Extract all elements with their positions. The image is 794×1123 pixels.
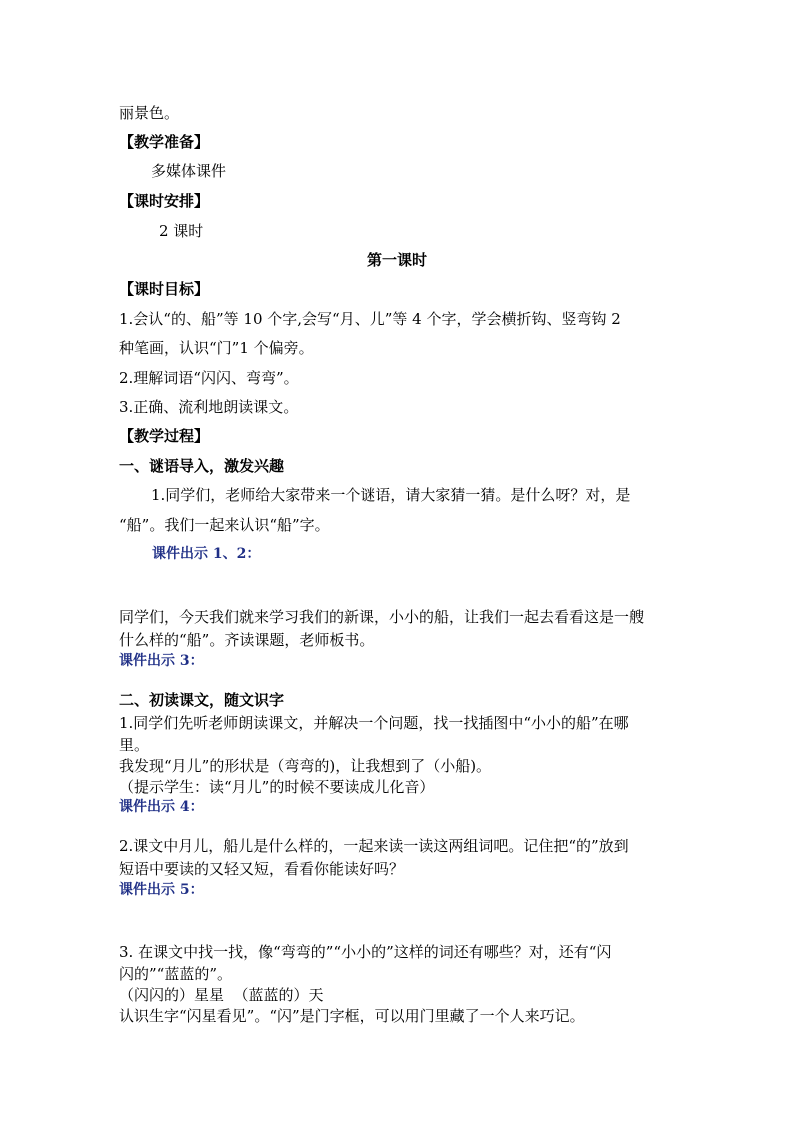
slide-note-3: 课件出示 3： xyxy=(119,653,204,669)
heading-process: 【教学过程】 xyxy=(119,427,210,445)
slide-note-4: 课件出示 4： xyxy=(119,799,204,815)
section-2-paragraph-3-line-3: （闪闪的）星星 （蓝蓝的）天 xyxy=(119,986,324,1004)
goal-2: 2.理解词语“闪闪、弯弯”。 xyxy=(119,369,299,387)
heading-goals: 【课时目标】 xyxy=(119,280,210,298)
section-2-title: 二、初读课文，随文识字 xyxy=(119,691,285,709)
goal-3: 3.正确、流利地朗读课文。 xyxy=(119,398,299,416)
section-2-paragraph-3-line-2: 闪的”“蓝蓝的”。 xyxy=(119,965,233,983)
section-2-paragraph-1-line-4: （提示学生：读“月儿”的时候不要读成儿化音） xyxy=(119,778,435,796)
preparation-item: 多媒体课件 xyxy=(151,162,227,180)
section-1-paragraph-2-line-1: 同学们，今天我们就来学习我们的新课，小小的船，让我们一起去看看这是一艘 xyxy=(119,608,645,626)
section-2-paragraph-2-line-1: 2.课文中月儿，船儿是什么样的，一起来读一读这两组词吧。记住把“的”放到 xyxy=(119,837,629,855)
goal-1-line-2: 种笔画，认识“门”1 个偏旁。 xyxy=(119,339,314,357)
heading-schedule: 【课时安排】 xyxy=(119,192,210,210)
section-1-paragraph-2-line-2: 什么样的“船”。齐读课题，老师板书。 xyxy=(119,631,375,649)
section-2-paragraph-1-line-3: 我发现“月儿”的形状是（弯弯的)，让我想到了（小船)。 xyxy=(119,757,492,775)
section-1-title: 一、谜语导入，激发兴趣 xyxy=(119,457,285,475)
slide-note-5: 课件出示 5： xyxy=(119,882,204,898)
intro-end-text: 丽景色。 xyxy=(119,104,180,122)
goal-1-line-1: 1.会认“的、船”等 10 个字,会写“月、儿”等 4 个字，学会横折钩、竖弯钩 2 xyxy=(119,310,621,328)
section-2-paragraph-3-line-1: 3. 在课文中找一找，像“弯弯的”“小小的”这样的词还有哪些？对，还有“闪 xyxy=(119,943,612,961)
slide-note-1-2: 课件出示 1、2： xyxy=(152,546,261,562)
section-2-paragraph-3-line-4: 认识生字“闪星看见”。“闪”是门字框，可以用门里藏了一个人来巧记。 xyxy=(119,1007,585,1025)
section-1-paragraph-1-line-2: “船”。我们一起来认识“船”字。 xyxy=(119,516,330,534)
lesson-title: 第一课时 xyxy=(366,251,427,269)
schedule-item: 2 课时 xyxy=(159,222,204,240)
section-1-paragraph-1-line-1: 1.同学们，老师给大家带来一个谜语，请大家猜一猜。是什么呀？对，是 xyxy=(151,486,631,504)
heading-preparation: 【教学准备】 xyxy=(119,133,210,151)
section-2-paragraph-2-line-2: 短语中要读的又轻又短，看看你能读好吗？ xyxy=(119,860,405,878)
section-2-paragraph-1-line-1: 1.同学们先听老师朗读课文，并解决一个问题，找一找插图中“小小的船”在哪 xyxy=(119,714,629,732)
section-2-paragraph-1-line-2: 里。 xyxy=(119,736,150,754)
